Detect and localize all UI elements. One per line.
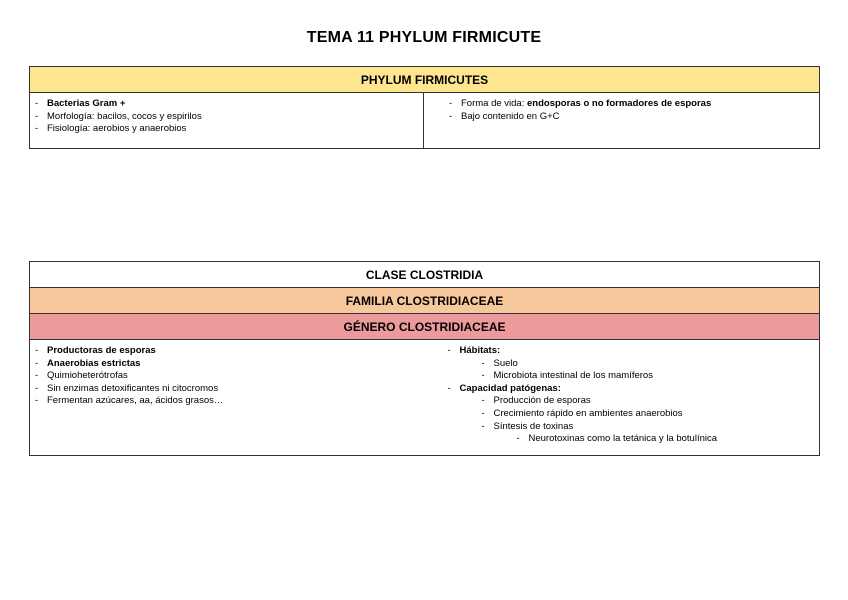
clase-header <box>30 262 820 288</box>
list-item: - Fermentan azúcares, aa, ácidos grasos… <box>30 395 424 408</box>
list-item: - Crecimiento rápido en ambientes anaerobios <box>477 408 820 421</box>
list-item: - Microbiota intestinal de los mamíferos <box>477 370 820 383</box>
list-item <box>477 421 820 446</box>
list-item <box>30 98 423 111</box>
list-item <box>30 358 424 371</box>
list-item: - Producción de esporas <box>477 395 820 408</box>
list-item <box>30 345 424 358</box>
familia-header-label: FAMILIA CLOSTRIDIACEAE <box>345 293 504 308</box>
gram-positive-text: Bacterias Gram + <box>47 98 126 109</box>
list-item: - Bajo contenido en G+C <box>444 111 819 124</box>
list-item: - Neurotoxinas como la tetánica y la botulínica <box>512 433 820 446</box>
habitats-label: Hábitats: <box>459 345 501 356</box>
phylum-table <box>29 66 820 149</box>
genero-header-label: GÉNERO CLOSTRIDIACEAE <box>343 319 506 334</box>
productoras-text: Productoras de esporas <box>47 345 156 356</box>
list-item: - Quimioheterótrofas <box>30 370 424 383</box>
list-item: - Sin enzimas detoxificantes ni citocromos <box>30 383 424 396</box>
phylum-left-cell <box>30 93 424 149</box>
capacidad-label: Capacidad patógenas: <box>459 382 561 394</box>
anaerobias-text: Anaerobias estrictas <box>47 357 141 369</box>
clase-header-label: CLASE CLOSTRIDIA <box>365 267 484 282</box>
phylum-left-list <box>30 98 423 136</box>
page-title: TEMA 11 PHYLUM FIRMICUTE <box>306 29 542 46</box>
phylum-right-list <box>444 98 819 123</box>
familia-header <box>30 288 820 314</box>
forma-bold: endosporas o no formadores de esporas <box>527 98 712 109</box>
list-item: - Fisiología: aerobios y anaerobios <box>30 123 423 136</box>
clase-table <box>29 261 820 456</box>
list-item: - Morfología: bacilos, cocos y espirilos <box>30 111 423 124</box>
list-item <box>443 345 820 383</box>
sintesis-text: Síntesis de toxinas <box>493 420 574 432</box>
phylum-right-cell <box>424 93 820 149</box>
list-item <box>444 98 819 111</box>
clase-left-cell <box>30 340 424 456</box>
phylum-header-label: PHYLUM FIRMICUTES <box>360 72 489 87</box>
list-item <box>443 383 820 446</box>
clase-right-list <box>443 345 820 446</box>
genero-header <box>30 314 820 340</box>
clase-left-list <box>30 345 424 408</box>
forma-label: Forma de vida: <box>461 98 527 109</box>
habitats-sublist <box>477 358 820 383</box>
capacidad-sublist <box>477 395 820 445</box>
clase-right-cell <box>424 340 820 456</box>
list-item: - Suelo <box>477 358 820 371</box>
phylum-header <box>30 67 820 93</box>
toxinas-sublist <box>512 433 820 446</box>
